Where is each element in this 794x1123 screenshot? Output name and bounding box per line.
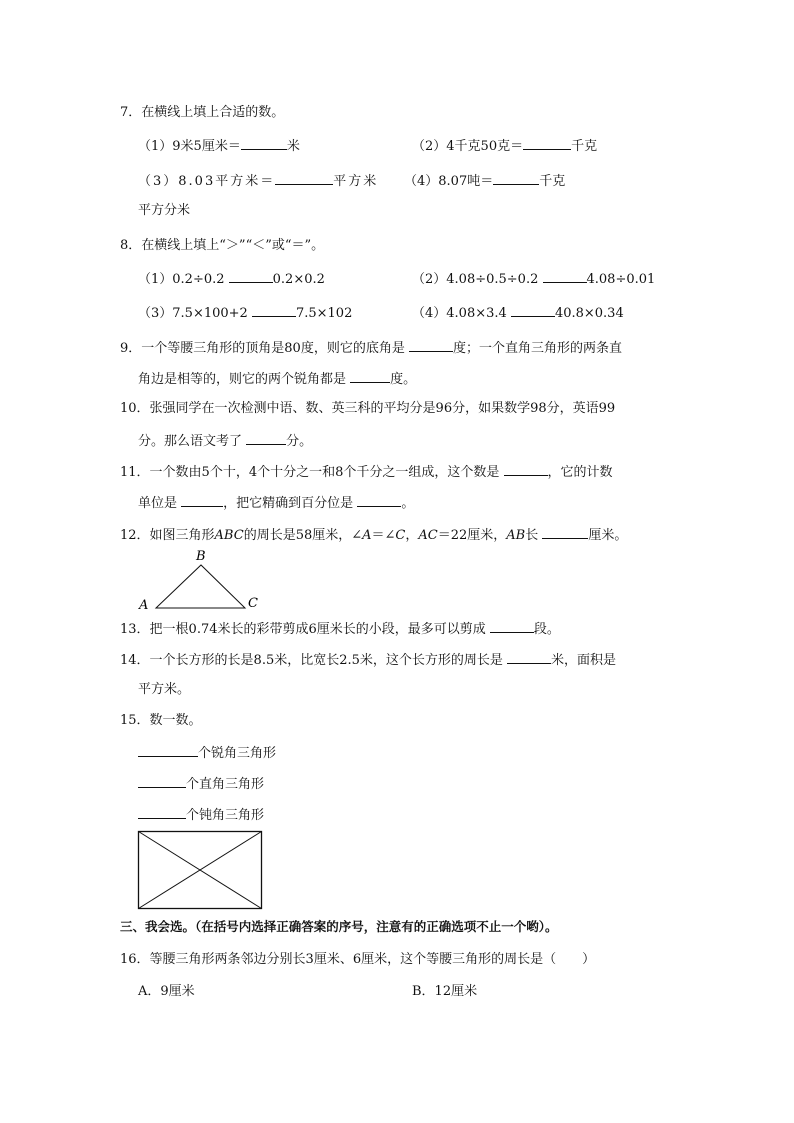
q8-part4-right: 40.8×0.34	[554, 306, 624, 321]
q12-ab: AB	[506, 528, 526, 543]
answer-blank[interactable]	[138, 774, 186, 788]
answer-blank[interactable]	[504, 462, 548, 476]
q8-part3-right: 7.5×102	[295, 306, 353, 321]
q15-obtuse-text: 个钝角三角形	[186, 808, 265, 823]
q16-option-b[interactable]: B．12厘米	[412, 984, 478, 999]
q15-acute-text: 个锐角三角形	[198, 746, 277, 761]
q7-part4-text: （4）8.07吨＝	[404, 174, 494, 189]
q7-part3-unit: 平方米	[333, 174, 379, 189]
q12-angle-a: A	[362, 528, 372, 543]
q7-part2-text: （2）4千克50克＝	[412, 139, 524, 154]
q12-text-5: ＝22厘米，	[437, 528, 507, 543]
q8-part2-right: 4.08÷0.01	[586, 272, 656, 287]
q8-part1-right: 0.2×0.2	[272, 272, 325, 287]
q15-right-text: 个直角三角形	[186, 777, 265, 792]
q12-ac: AC	[418, 528, 438, 543]
answer-blank[interactable]	[138, 805, 186, 819]
q10-line2	[138, 431, 312, 451]
answer-blank[interactable]	[507, 650, 551, 664]
answer-blank[interactable]	[357, 493, 401, 507]
q7-part4	[404, 171, 565, 191]
q8-part4-left: （4）4.08×3.4	[412, 306, 507, 321]
q8-part2	[412, 269, 655, 289]
answer-blank[interactable]	[181, 493, 223, 507]
q12-text-4: ，	[405, 528, 419, 543]
q11-text-2: ，它的计数	[547, 465, 613, 480]
q9-line1	[120, 338, 622, 358]
q9-text-4: 度。	[390, 372, 417, 387]
answer-blank[interactable]	[493, 171, 539, 185]
vertex-label-c: C	[248, 596, 258, 611]
q12-line	[120, 525, 627, 545]
q10-text-2: 分。	[286, 434, 313, 449]
q15-obtuse	[138, 805, 264, 825]
q12-abc: ABC	[214, 528, 244, 543]
answer-blank[interactable]	[523, 136, 571, 150]
q11-text-1: 11．一个数由5个十，4个十分之一和8个千分之一组成，这个数是	[120, 465, 500, 480]
answer-blank[interactable]	[511, 303, 555, 317]
q9-text-2: 度；一个直角三角形的两条直	[452, 341, 622, 356]
q14-line2: 平方米。	[138, 682, 191, 697]
q11-text-4: ，把它精确到百分位是	[223, 496, 354, 511]
vertex-label-b: B	[196, 549, 206, 564]
q15-right	[138, 774, 264, 794]
q7-title: 7．在横线上填上合适的数。	[120, 105, 285, 120]
q13-text-1: 13．把一根0.74米长的彩带剪成6厘米长的小段，最多可以剪成	[120, 622, 486, 637]
answer-blank[interactable]	[543, 269, 587, 283]
q12-angle-c: C	[395, 528, 406, 543]
q8-part1-left: （1）0.2÷0.2	[138, 272, 225, 287]
q7-part4-unit: 千克	[539, 174, 566, 189]
answer-blank[interactable]	[490, 619, 534, 633]
q9-text-3: 角边是相等的，则它的两个锐角都是	[138, 372, 347, 387]
q8-part3-left: （3）7.5×100+2	[138, 306, 248, 321]
answer-blank[interactable]	[542, 525, 588, 539]
answer-blank[interactable]	[350, 369, 390, 383]
q8-title: 8．在横线上填上“＞”“＜”或“＝”。	[120, 238, 325, 253]
q7-part1-unit: 米	[286, 139, 300, 154]
answer-blank[interactable]	[275, 171, 333, 185]
q7-part1-text: （1）9米5厘米＝	[138, 139, 241, 154]
q7-part1	[138, 136, 300, 156]
q7-part2-unit: 千克	[571, 139, 598, 154]
q14-text-1: 14．一个长方形的长是8.5米，比宽长2.5米，这个长方形的周长是	[120, 653, 503, 668]
triangle-shape	[156, 565, 245, 608]
q10-line1: 10．张强同学在一次检测中语、数、英三科的平均分是96分，如果数学98分，英语99	[120, 401, 616, 416]
section-3-heading: 三、我会选。（在括号内选择正确答案的序号，注意有的正确选项不止一个哟）。	[120, 919, 558, 934]
q11-line1	[120, 462, 613, 482]
triangle-abc-figure	[134, 545, 264, 615]
q14-line1	[120, 650, 616, 670]
q12-text-2: 的周长是58厘米，∠	[243, 528, 363, 543]
q8-part2-left: （2）4.08÷0.5÷0.2	[412, 272, 539, 287]
q11-text-3: 单位是	[138, 496, 178, 511]
q16-option-a[interactable]: A．9厘米	[138, 984, 195, 999]
q7-part2	[412, 136, 597, 156]
q8-part4	[412, 303, 624, 323]
q7-part3-continued: 平方分米	[138, 203, 191, 218]
q9-line2	[138, 369, 416, 389]
answer-blank[interactable]	[409, 338, 453, 352]
answer-blank[interactable]	[138, 743, 198, 757]
q8-part3	[138, 303, 352, 323]
q15-title: 15．数一数。	[120, 713, 202, 728]
q11-text-5: 。	[401, 496, 415, 511]
q7-part3	[138, 171, 378, 191]
answer-blank[interactable]	[252, 303, 296, 317]
q8-part1	[138, 269, 325, 289]
q13-text-2: 段。	[533, 622, 560, 637]
rectangle-diagonals-figure	[136, 828, 266, 912]
q13-line	[120, 619, 560, 639]
q9-text-1: 9．一个等腰三角形的顶角是80度，则它的底角是	[120, 341, 405, 356]
q15-acute	[138, 743, 276, 763]
q12-text-1: 12．如图三角形	[120, 528, 215, 543]
vertex-label-a: A	[139, 598, 149, 613]
q16-stem: 16．等腰三角形两条邻边分别长3厘米、6厘米，这个等腰三角形的周长是（ ）	[120, 952, 596, 967]
q10-text-1: 分。那么语文考了	[138, 434, 243, 449]
q11-line2	[138, 493, 414, 513]
answer-blank[interactable]	[246, 431, 286, 445]
q12-text-3: ＝∠	[371, 528, 396, 543]
q7-part3-text: （3）8.03平方米＝	[138, 174, 276, 189]
q12-text-7: 厘米。	[588, 528, 628, 543]
q12-text-6: 长	[525, 528, 539, 543]
answer-blank[interactable]	[241, 136, 287, 150]
answer-blank[interactable]	[229, 269, 273, 283]
q14-text-2: 米，面积是	[551, 653, 617, 668]
